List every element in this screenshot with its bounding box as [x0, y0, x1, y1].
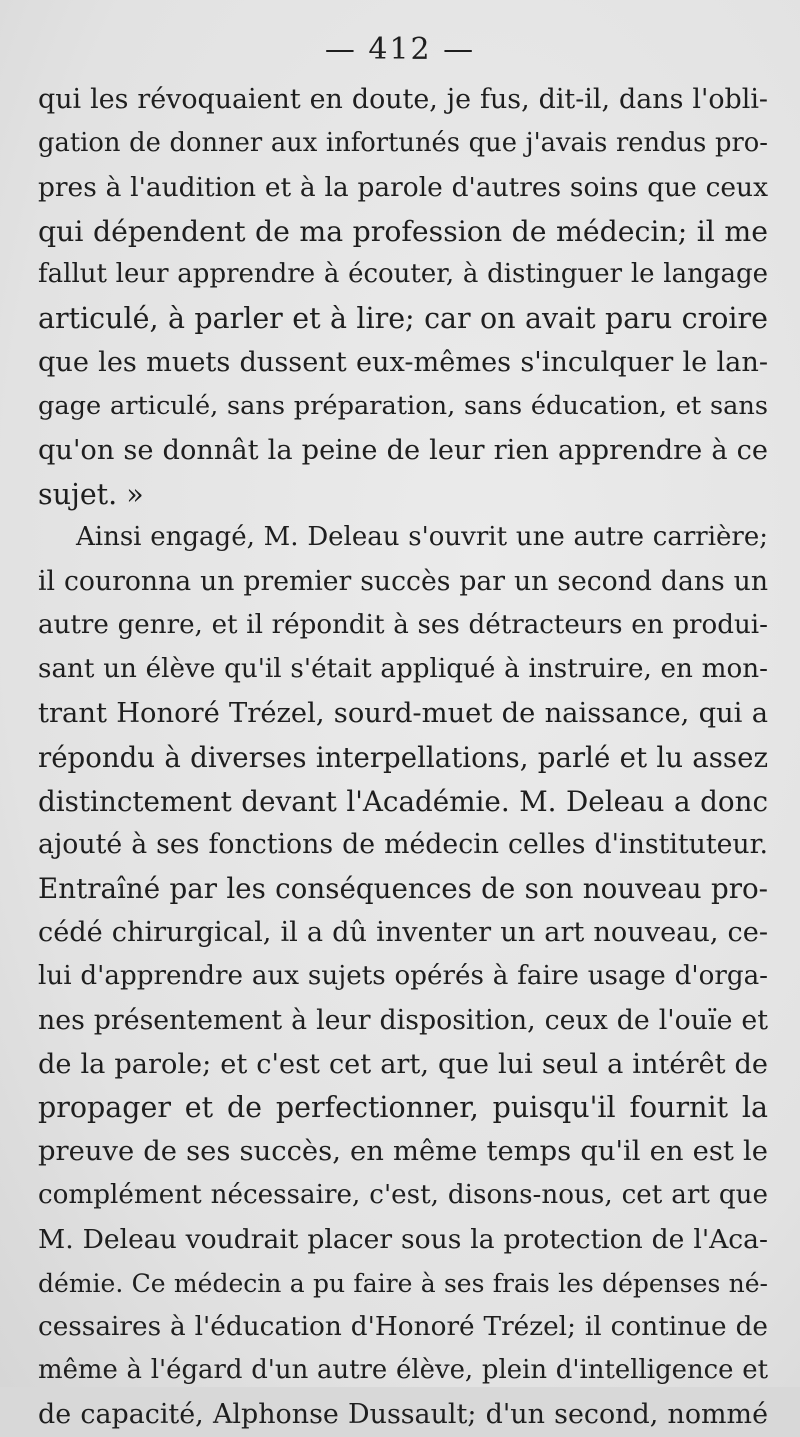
text-line: sant un élève qu'il s'était appliqué à instruire, en mon- — [38, 653, 768, 684]
text-line: propager et de perfectionner, puisqu'il fournit la — [38, 1091, 768, 1125]
text-line: fallut leur apprendre à écouter, à distinguer le langage — [38, 259, 768, 290]
text-line: ajouté à ses fonctions de médecin celles d'instituteur. — [38, 829, 768, 861]
text-line: preuve de ses succès, en même temps qu'il en est le — [38, 1136, 768, 1168]
paragraph-first-line: Ainsi engagé, M. Deleau s'ouvrit une autre carrière; — [76, 522, 768, 553]
text-line: nes présentement à leur disposition, ceux de l'ouïe et — [38, 1004, 768, 1036]
text-line: répondu à diverses interpellations, parlé et lu assez — [38, 740, 768, 774]
text-line: M. Deleau voudrait placer sous la protection de l'Aca- — [38, 1223, 768, 1255]
body-text — [38, 78, 768, 1437]
page-number: — 412 — — [324, 32, 476, 67]
text-line: lui d'apprendre aux sujets opérés à faire usage d'orga- — [38, 960, 768, 991]
text-line: pres à l'audition et à la parole d'autres soins que ceux — [38, 171, 768, 203]
text-line: articulé, à parler et à lire; car on avait paru croire — [38, 302, 768, 336]
text-line: Entraîné par les conséquences de son nouveau pro- — [38, 872, 768, 906]
text-line: qu'on se donnât la peine de leur rien apprendre à ce — [38, 434, 768, 466]
text-line: que les muets dussent eux-mêmes s'inculquer le lan- — [38, 347, 768, 379]
text-line: trant Honoré Trézel, sourd-muet de naissance, qui a — [38, 697, 768, 729]
text-line: cessaires à l'éducation d'Honoré Trézel; il continue de — [38, 1311, 768, 1342]
text-line: même à l'égard d'un autre élève, plein d'intelligence et — [38, 1355, 768, 1386]
text-line: qui dépendent de ma profession de médecin; il me — [38, 214, 768, 248]
text-line: démie. Ce médecin a pu faire à ses frais les dépenses né- — [38, 1268, 768, 1298]
text-line: il couronna un premier succès par un second dans un — [38, 566, 768, 598]
text-line: autre genre, et il répondit à ses détracteurs en produi- — [38, 610, 768, 641]
text-line: distinctement devant l'Académie. M. Deleau a donc — [38, 784, 768, 818]
text-line: qui les révoquaient en doute, je fus, dit-il, dans l'obli- — [38, 84, 768, 115]
text-line: gage articulé, sans préparation, sans éducation, et sans — [38, 390, 768, 421]
text-line: sujet. » — [38, 477, 144, 511]
text-line: complément nécessaire, c'est, disons-nous, cet art que — [38, 1180, 768, 1211]
text-line: gation de donner aux infortunés que j'avais rendus pro- — [38, 127, 768, 158]
text-line: de capacité, Alphonse Dussault; d'un second, nommé — [38, 1399, 768, 1431]
text-line: de la parole; et c'est cet art, que lui seul a intérêt de — [38, 1048, 768, 1080]
text-line: cédé chirurgical, il a dû inventer un art nouveau, ce- — [38, 917, 768, 949]
